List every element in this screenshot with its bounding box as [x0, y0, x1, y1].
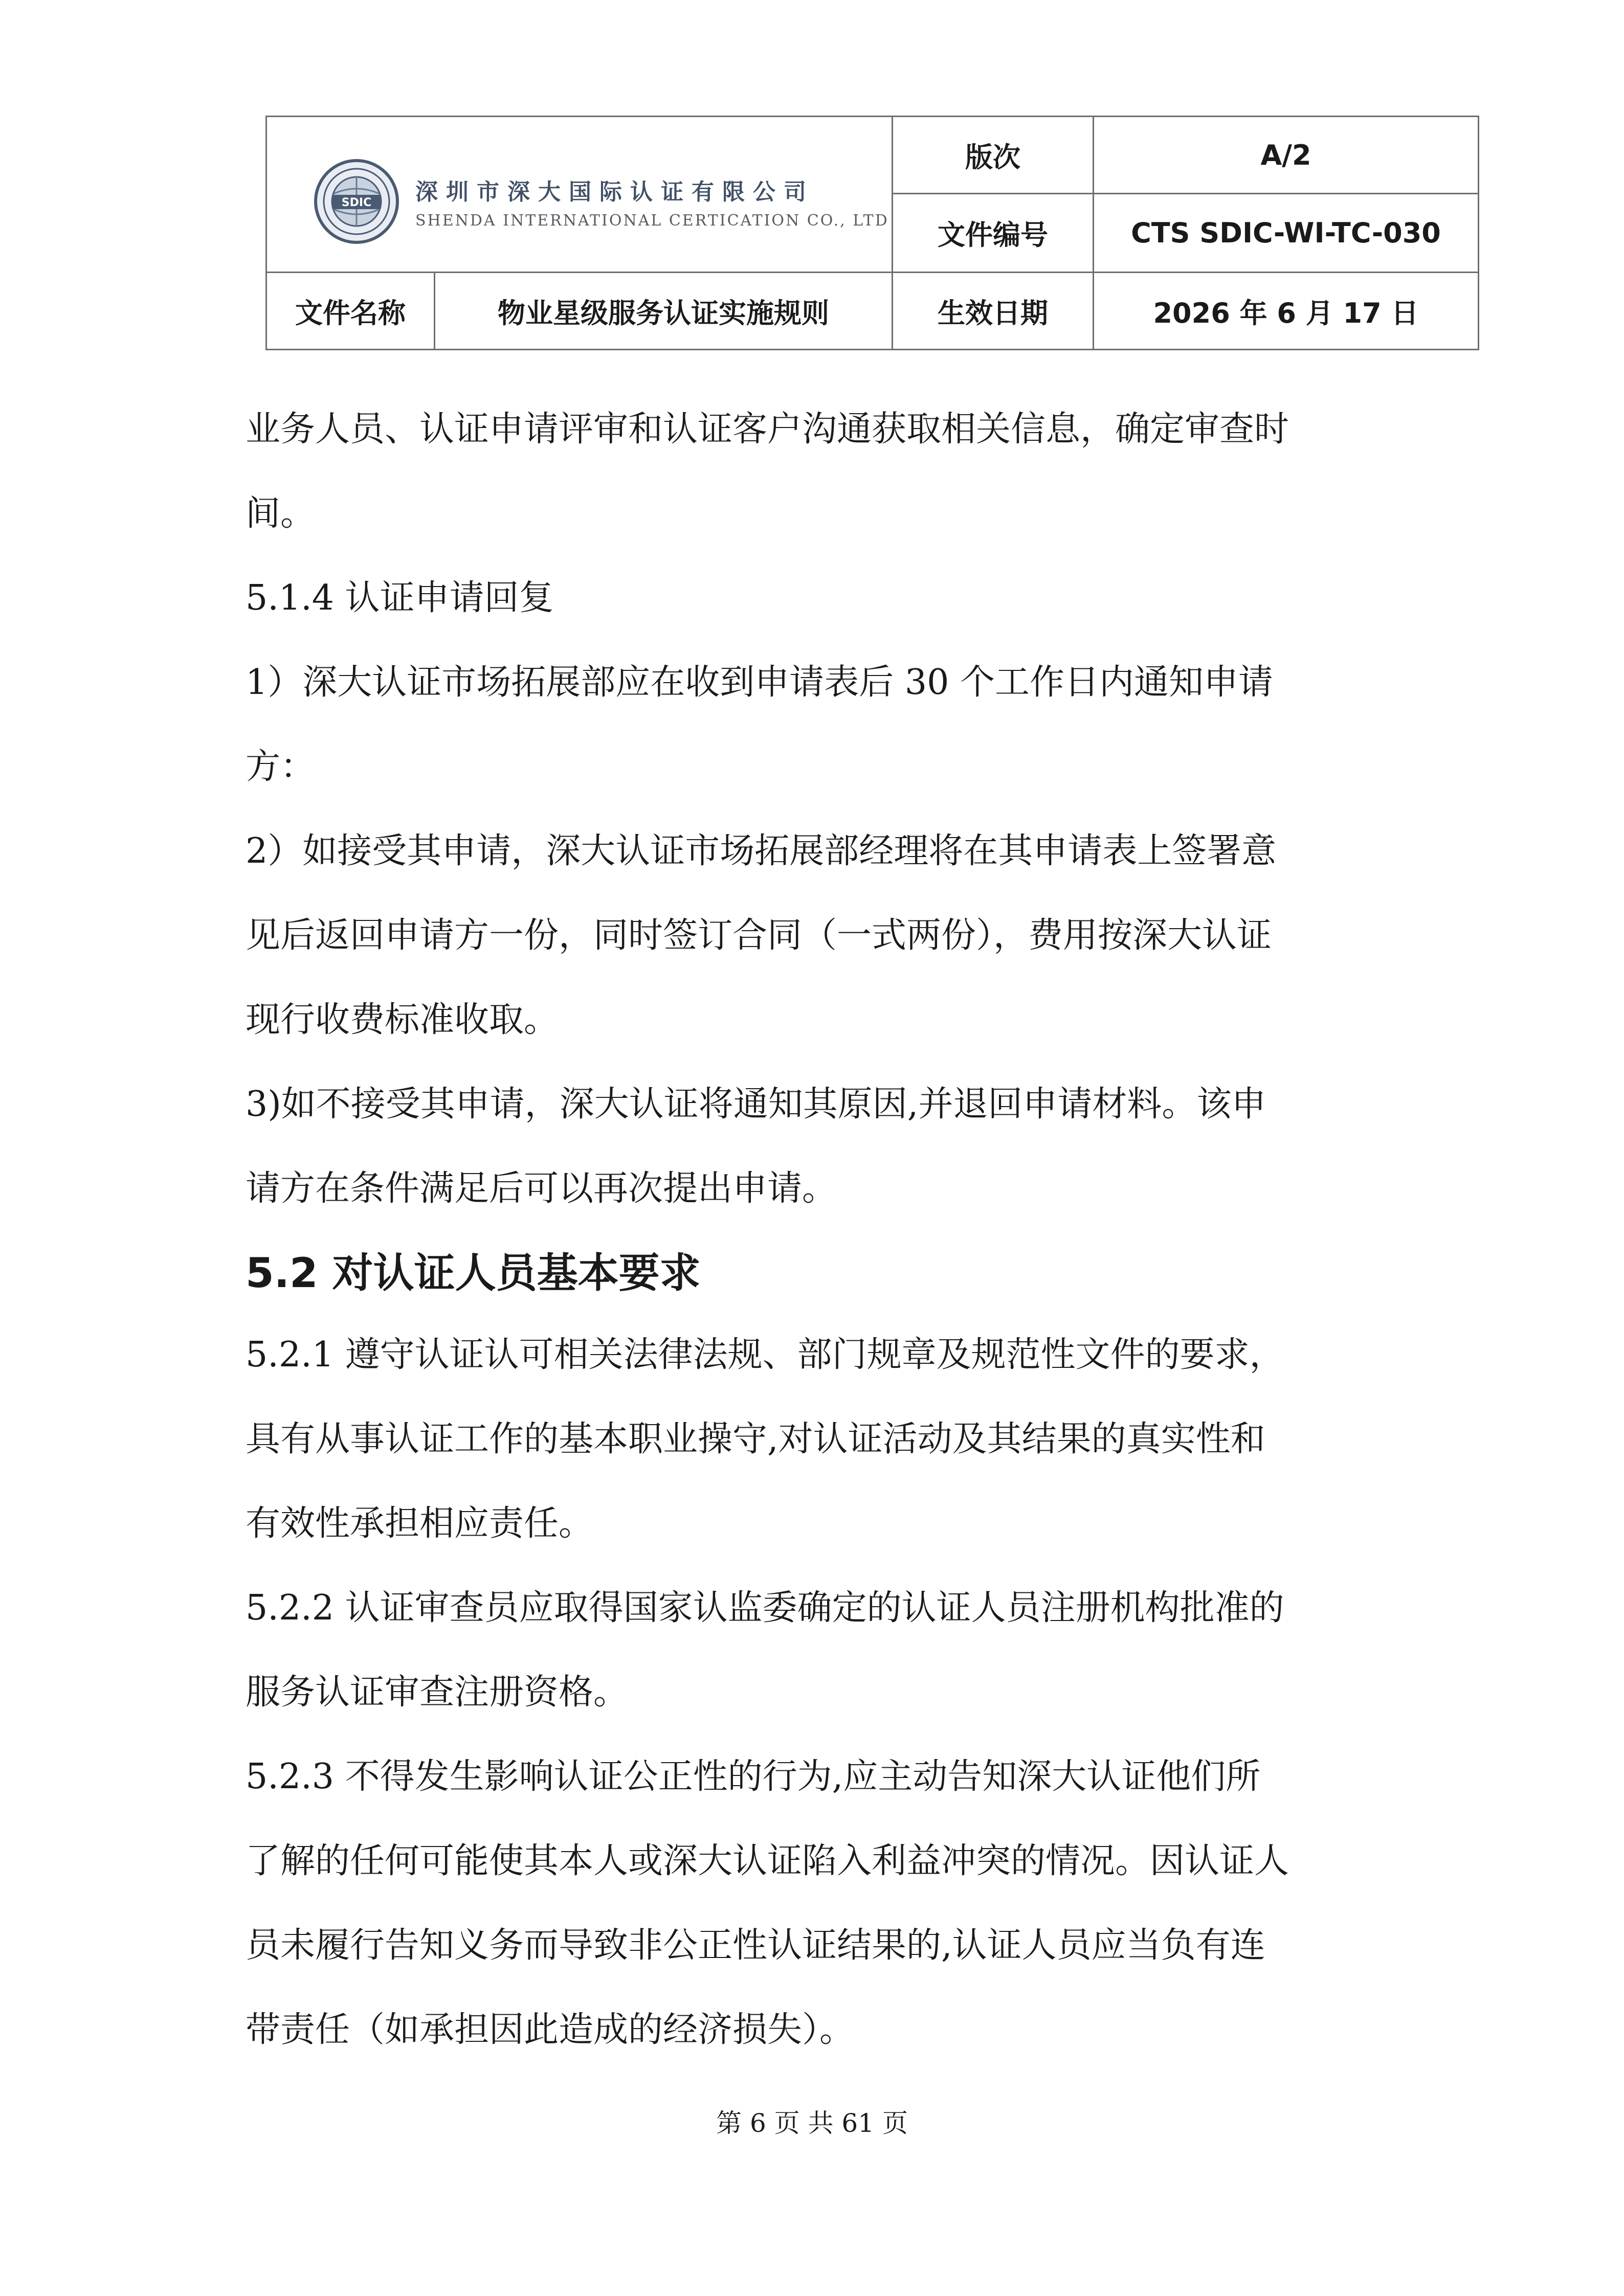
paragraph-line: 5.2.3 不得发生影响认证公正性的行为,应主动告知深大认证他们所	[246, 1757, 1261, 1797]
section-heading: 5.2 对认证人员基本要求	[246, 1249, 701, 1297]
version-value: A/2	[1260, 139, 1311, 171]
paragraph-line: 带责任（如承担因此造成的经济损失）。	[246, 2010, 855, 2050]
company-seal-icon	[313, 158, 400, 245]
paragraph-line: 请方在条件满足后可以再次提出申请。	[246, 1168, 837, 1209]
paragraph-line: 了解的任何可能使其本人或深大认证陷入利益冲突的情况。因认证人	[246, 1841, 1289, 1881]
company-name-cn: 深圳市深大国际认证有限公司	[415, 179, 814, 205]
paragraph-line: 3)如不接受其申请，深大认证将通知其原因,并退回申请材料。该申	[246, 1084, 1266, 1124]
paragraph-line: 业务人员、认证申请评审和认证客户沟通获取相关信息，确定审查时	[246, 409, 1289, 449]
document-name-label: 文件名称	[295, 297, 406, 329]
paragraph-line: 见后返回申请方一份，同时签订合同（一式两份），费用按深大认证	[246, 915, 1272, 956]
seal-text: SDIC	[341, 196, 372, 209]
paragraph-line: 服务认证审查注册资格。	[246, 1672, 629, 1713]
subsection-heading: 5.1.4 认证申请回复	[246, 578, 554, 618]
page-number: 第 6 页 共 61 页	[716, 2108, 908, 2138]
paragraph-line: 5.2.1 遵守认证认可相关法律法规、部门规章及规范性文件的要求，	[246, 1335, 1284, 1375]
company-logo	[308, 148, 889, 271]
version-label: 版次	[965, 141, 1020, 173]
paragraph-line: 具有从事认证工作的基本职业操守,对认证活动及其结果的真实性和	[246, 1419, 1265, 1459]
company-name-en: SHENDA INTERNATIONAL CERTICATION CO., LTD	[415, 212, 889, 230]
paragraph-line: 有效性承担相应责任。	[246, 1503, 594, 1544]
document-number-value: CTS SDIC-WI-TC-030	[1131, 217, 1441, 249]
paragraph-line: 2）如接受其申请，深大认证市场拓展部经理将在其申请表上签署意	[246, 831, 1277, 871]
document-header-table	[265, 116, 1479, 350]
paragraph-line: 间。	[246, 493, 316, 534]
paragraph-line: 员未履行告知义务而导致非公正性认证结果的,认证人员应当负有连	[246, 1925, 1265, 1966]
paragraph-line: 方：	[246, 747, 316, 787]
effective-date-value: 2026 年 6 月 17 日	[1153, 297, 1419, 329]
document-name-value: 物业星级服务认证实施规则	[498, 297, 829, 329]
paragraph-line: 现行收费标准收取。	[246, 1000, 559, 1040]
document-number-label: 文件编号	[938, 219, 1048, 251]
paragraph-line: 5.2.2 认证审查员应取得国家认监委确定的认证人员注册机构批准的	[246, 1588, 1284, 1628]
paragraph-line: 1）深大认证市场拓展部应在收到申请表后 30 个工作日内通知申请	[246, 662, 1274, 703]
effective-date-label: 生效日期	[938, 297, 1048, 329]
